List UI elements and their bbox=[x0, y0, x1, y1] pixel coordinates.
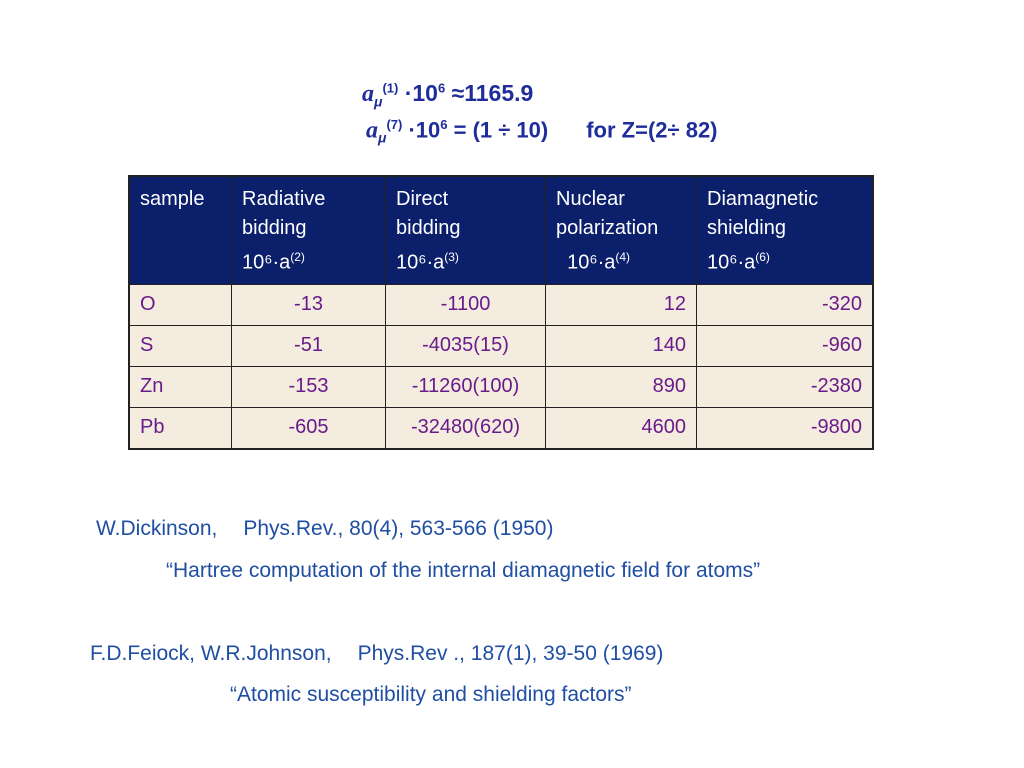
cell-nuclear: 12 bbox=[546, 284, 697, 325]
cell-sample: S bbox=[129, 325, 232, 366]
table-row bbox=[129, 284, 873, 325]
formula-exponent: 6 bbox=[440, 117, 448, 132]
formula-value: = (1 ÷ 10) bbox=[447, 117, 549, 143]
header-sample: sample bbox=[129, 176, 232, 284]
formula-symbol: a bbox=[366, 117, 378, 144]
table-header-row bbox=[129, 176, 873, 284]
reference-authors: F.D.Feiock, W.R.Johnson, bbox=[90, 642, 332, 665]
formula-condition: for Z=(2÷ 82) bbox=[586, 117, 718, 143]
cell-diamagnetic: -960 bbox=[697, 325, 874, 366]
cell-radiative: -605 bbox=[232, 407, 386, 449]
reference-1-title: “Hartree computation of the internal diamagnetic field for atoms” bbox=[166, 559, 761, 582]
cell-direct: -4035(15) bbox=[386, 325, 546, 366]
header-nuclear-polarization: Nuclear polarization $10^6\cdot a^{(4)}$ bbox=[546, 176, 697, 284]
formula-symbol: a bbox=[362, 81, 374, 107]
cell-radiative: -13 bbox=[232, 284, 386, 325]
corrections-table bbox=[128, 175, 874, 450]
cell-sample: Zn bbox=[129, 366, 232, 407]
formula-factor: ·10 bbox=[408, 117, 441, 143]
cell-radiative: -51 bbox=[232, 325, 386, 366]
reference-1-citation bbox=[96, 517, 553, 541]
reference-2-title: “Atomic susceptibility and shielding factors” bbox=[230, 683, 632, 706]
cell-radiative: -153 bbox=[232, 366, 386, 407]
cell-direct: -11260(100) bbox=[386, 366, 546, 407]
table-row bbox=[129, 366, 873, 407]
formula-factor: ·10 bbox=[404, 80, 438, 106]
cell-diamagnetic: -9800 bbox=[697, 407, 874, 449]
cell-diamagnetic: -2380 bbox=[697, 366, 874, 407]
formula-subscript: μ bbox=[378, 129, 387, 146]
reference-authors: W.Dickinson, bbox=[96, 517, 218, 540]
formula-value: ≈1165.9 bbox=[445, 80, 534, 106]
table-row bbox=[129, 325, 873, 366]
cell-sample: O bbox=[129, 284, 232, 325]
reference-journal: Phys.Rev., 80(4), 563-566 (1950) bbox=[243, 517, 554, 540]
header-radiative-bidding: Radiative bidding $10^6\cdot a^{(2)}$ bbox=[232, 176, 386, 284]
table-row bbox=[129, 407, 873, 449]
cell-direct: -1100 bbox=[386, 284, 546, 325]
cell-diamagnetic: -320 bbox=[697, 284, 874, 325]
cell-sample: Pb bbox=[129, 407, 232, 449]
cell-nuclear: 140 bbox=[546, 325, 697, 366]
cell-nuclear: 4600 bbox=[546, 407, 697, 449]
formula-exponent: 6 bbox=[437, 80, 446, 96]
cell-direct: -32480(620) bbox=[386, 407, 546, 449]
cell-nuclear: 890 bbox=[546, 366, 697, 407]
reference-journal: Phys.Rev ., 187(1), 39-50 (1969) bbox=[357, 642, 664, 665]
formula-total bbox=[362, 80, 533, 110]
formula-range bbox=[366, 117, 718, 146]
formula-subscript: μ bbox=[374, 93, 383, 110]
reference-2-citation bbox=[90, 642, 663, 666]
header-direct-bidding: Direct bidding $10^6\cdot a^{(3)}$ bbox=[386, 176, 546, 284]
header-diamagnetic-shielding: Diamagnetic shielding $10^6\cdot a^{(6)}$ bbox=[697, 176, 874, 284]
formula-order: (1) bbox=[382, 80, 399, 96]
formula-order: (7) bbox=[386, 117, 403, 132]
